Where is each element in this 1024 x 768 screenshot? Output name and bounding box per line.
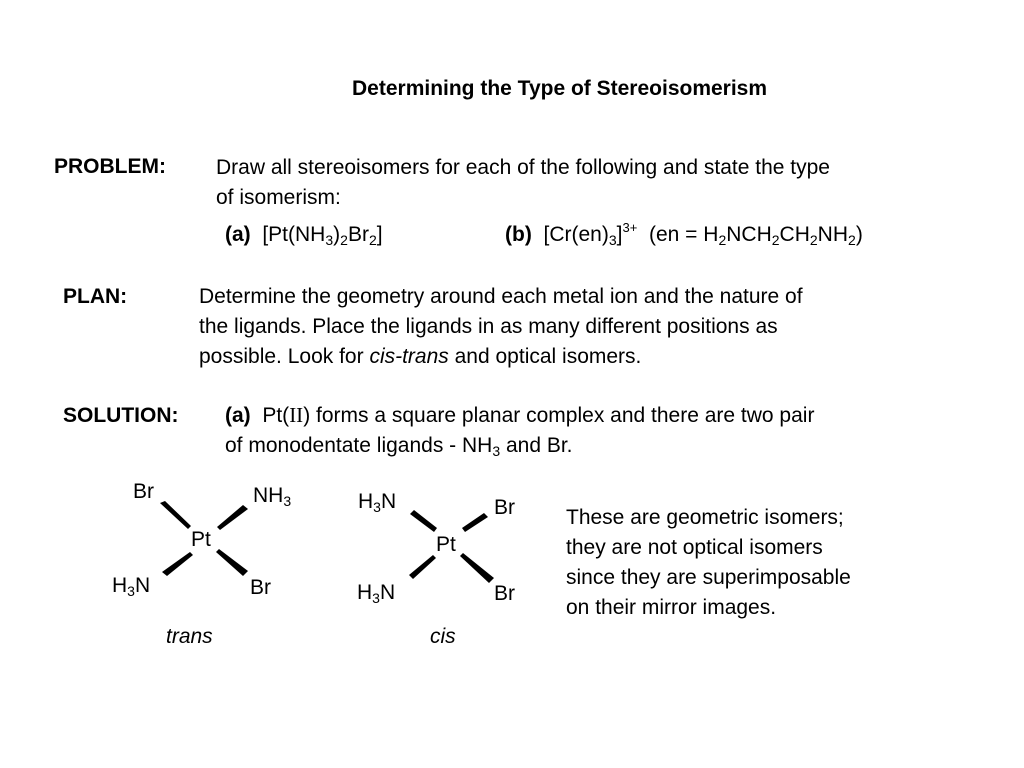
trans-wedge-top-right: [217, 505, 248, 530]
trans-bottom-left-ligand: $H_3N$: [112, 574, 151, 599]
trans-caption: trans: [166, 625, 213, 648]
problem-line-1: Draw all stereoisomers for each of the following and state the type: [216, 156, 830, 179]
trans-top-left-ligand: Br: [133, 480, 154, 503]
plan-line-2: the ligands. Place the ligands in as many different positions as: [199, 315, 778, 338]
page-title: Determining the Type of Stereoisomerism: [352, 77, 768, 100]
plan-label: PLAN:: [63, 285, 128, 308]
solution-line-2: of monodentate ligands - $NH_3$ and Br.: [225, 434, 573, 459]
cis-wedge-top-left: [410, 510, 437, 532]
formula-a: $[Pt(NH_3)_2Br_2]$: [262, 223, 383, 248]
solution-marker: (a): [225, 404, 251, 427]
solution-line-1: (a) Pt(II) forms a square planar complex and there are two pair: [225, 403, 815, 427]
formula-b: $[Cr(en)_3]^{3+}$: [543, 220, 638, 248]
note-line-2: they are not optical isomers: [566, 536, 823, 559]
solution-label: SOLUTION:: [63, 404, 179, 427]
plan-line-3: possible. Look for cis-trans and optical isomers.: [199, 345, 642, 368]
cis-wedge-top-right: [462, 513, 488, 532]
plan-line-1: Determine the geometry around each metal ion and the nature of: [199, 285, 803, 308]
cis-trans-term: cis-trans: [369, 345, 449, 368]
cis-wedge-bottom-right: [460, 553, 494, 583]
trans-center-atom: Pt: [191, 528, 211, 551]
part-a-marker: (a): [225, 223, 251, 246]
cis-center-atom: Pt: [436, 533, 456, 556]
cis-bottom-right-ligand: Br: [494, 582, 515, 605]
problem-line-2: of isomerism:: [216, 186, 341, 209]
oxidation-state: II: [289, 403, 304, 427]
note-line-3: since they are superimposable: [566, 566, 851, 589]
cis-caption: cis: [430, 625, 456, 648]
trans-top-right-ligand: $NH_3$: [253, 484, 292, 509]
note-line-4: on their mirror images.: [566, 596, 777, 619]
trans-wedge-bottom-right: [216, 549, 248, 576]
cis-top-left-ligand: $H_3N$: [358, 490, 397, 515]
trans-wedge-bottom-left: [162, 552, 193, 576]
trans-bottom-right-ligand: Br: [250, 576, 271, 599]
en-definition: $(en = H_2NCH_2CH_2NH_2)$: [648, 223, 863, 248]
part-b-marker: (b): [505, 223, 532, 246]
trans-wedge-top-left: [160, 501, 191, 529]
note-line-1: These are geometric isomers;: [566, 506, 844, 529]
problem-label: PROBLEM:: [54, 155, 166, 178]
cis-wedge-bottom-left: [409, 555, 436, 579]
cis-top-right-ligand: Br: [494, 496, 515, 519]
cis-bottom-left-ligand: $H_3N$: [357, 581, 396, 606]
